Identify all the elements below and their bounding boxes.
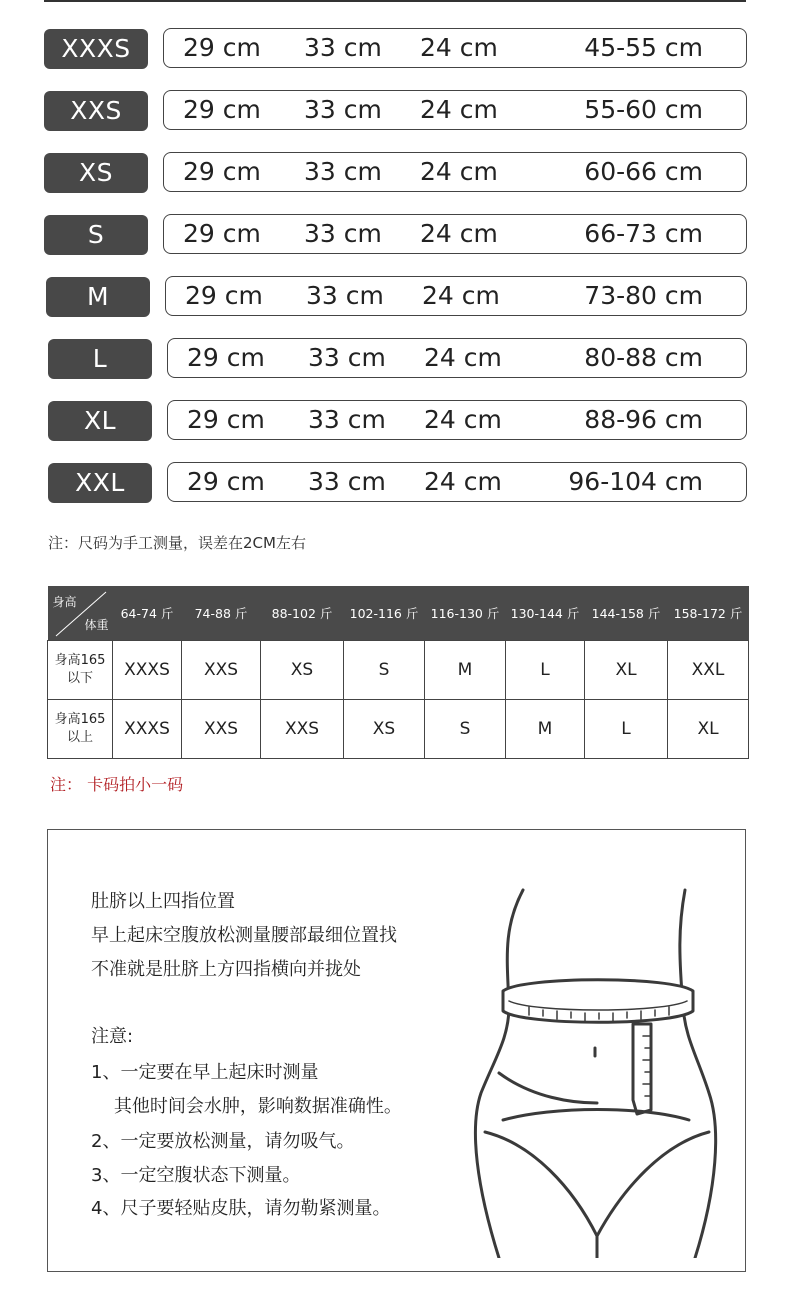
measurement-box [163, 90, 747, 130]
weight-column-header: 144-158 斤 [585, 586, 668, 641]
measurement-1: 29 cm [183, 157, 261, 186]
weight-column-header: 88-102 斤 [261, 586, 344, 641]
size-cell: XXXS [113, 641, 182, 700]
size-row [48, 462, 747, 504]
measurement-1: 29 cm [183, 33, 261, 62]
size-cell: XS [344, 700, 425, 759]
top-divider [44, 0, 746, 2]
guide-line: 其他时间会水肿，影响数据准确性。 [91, 1096, 402, 1117]
table-row [48, 700, 749, 759]
guide-line: 肚脐以上四指位置 [91, 891, 235, 912]
weight-column-header: 64-74 斤 [113, 586, 182, 641]
table-row [48, 641, 749, 700]
measurement-2: 33 cm [308, 467, 386, 496]
size-badge: XS [44, 153, 148, 193]
size-cell: L [585, 700, 668, 759]
waist-range: 73-80 cm [584, 281, 703, 310]
size-cell: S [344, 641, 425, 700]
waist-range: 45-55 cm [584, 33, 703, 62]
size-cell: S [425, 700, 506, 759]
weight-column-header: 158-172 斤 [668, 586, 749, 641]
height-row-label [48, 700, 113, 759]
size-badge: S [44, 215, 148, 255]
measurement-1: 29 cm [187, 467, 265, 496]
weight-column-header: 74-88 斤 [182, 586, 261, 641]
size-badge: XXL [48, 463, 152, 503]
size-cell: L [506, 641, 585, 700]
weight-column-header: 102-116 斤 [344, 586, 425, 641]
waist-range: 60-66 cm [584, 157, 703, 186]
measurement-2: 33 cm [304, 219, 382, 248]
size-cell: XL [668, 700, 749, 759]
size-cell: XXS [182, 700, 261, 759]
size-row [48, 400, 747, 442]
measurement-2: 33 cm [304, 157, 382, 186]
waist-range: 80-88 cm [584, 343, 703, 372]
measurement-3: 24 cm [422, 281, 500, 310]
waist-range: 66-73 cm [584, 219, 703, 248]
guide-line: 1、一定要在早上起床时测量 [91, 1062, 319, 1083]
measurement-2: 33 cm [304, 95, 382, 124]
waist-range: 55-60 cm [584, 95, 703, 124]
measurement-box [163, 152, 747, 192]
size-row [44, 214, 747, 256]
measurement-3: 24 cm [424, 467, 502, 496]
measurement-2: 33 cm [306, 281, 384, 310]
measurement-1: 29 cm [185, 281, 263, 310]
guide-line: 注意: [91, 1026, 134, 1047]
size-cell: XL [585, 641, 668, 700]
size-badge: XXS [44, 91, 148, 131]
size-cell: XXS [261, 700, 344, 759]
waist-range: 96-104 cm [568, 467, 703, 496]
size-badge: XXXS [44, 29, 148, 69]
measurement-box [167, 462, 747, 502]
size-advice-note: 注： 卡码拍小一码 [50, 775, 184, 794]
size-row [44, 152, 747, 194]
guide-line: 3、一定空腹状态下测量。 [91, 1165, 301, 1186]
size-row [44, 90, 747, 132]
measurement-3: 24 cm [420, 219, 498, 248]
size-recommendation-table [47, 586, 749, 759]
measurement-box [167, 338, 747, 378]
guide-line: 早上起床空腹放松测量腰部最细位置找 [91, 925, 397, 946]
corner-header [48, 586, 113, 641]
guide-line: 不准就是肚脐上方四指横向并拢处 [91, 959, 361, 980]
height-label-line2: 以上 [66, 730, 93, 745]
measurement-box [167, 400, 747, 440]
size-row [48, 338, 747, 380]
size-badge: XL [48, 401, 152, 441]
height-row-label [48, 641, 113, 700]
measurement-1: 29 cm [183, 219, 261, 248]
measurement-1: 29 cm [187, 405, 265, 434]
size-cell: M [506, 700, 585, 759]
measurement-box [163, 28, 747, 68]
measurement-2: 33 cm [308, 343, 386, 372]
corner-weight-label: 体重 [84, 618, 109, 632]
guide-line: 4、尺子要轻贴皮肤，请勿勒紧测量。 [91, 1198, 391, 1219]
measurement-3: 24 cm [424, 343, 502, 372]
guide-line: 2、一定要放松测量，请勿吸气。 [91, 1131, 355, 1152]
waist-range: 88-96 cm [584, 405, 703, 434]
size-row [44, 28, 747, 70]
measurement-box [165, 276, 747, 316]
height-label-line2: 以下 [66, 671, 93, 686]
size-row [46, 276, 747, 318]
size-cell: XXXS [113, 700, 182, 759]
measuring-guide-panel [47, 829, 746, 1272]
measurement-1: 29 cm [187, 343, 265, 372]
measurement-3: 24 cm [420, 33, 498, 62]
table-header-row [48, 586, 749, 641]
measurement-3: 24 cm [420, 157, 498, 186]
corner-height-label: 身高 [52, 595, 77, 609]
weight-column-header: 130-144 斤 [506, 586, 585, 641]
measurement-2: 33 cm [304, 33, 382, 62]
size-cell: XXS [182, 641, 261, 700]
measurement-box [163, 214, 747, 254]
size-cell: XS [261, 641, 344, 700]
measurement-3: 24 cm [420, 95, 498, 124]
measurement-2: 33 cm [308, 405, 386, 434]
size-badge: L [48, 339, 152, 379]
weight-column-header: 116-130 斤 [425, 586, 506, 641]
size-cell: XXL [668, 641, 749, 700]
size-badge: M [46, 277, 150, 317]
waist-measuring-icon [473, 888, 723, 1258]
measurement-note: 注：尺码为手工测量，误差在2CM左右 [48, 534, 306, 552]
measurement-3: 24 cm [424, 405, 502, 434]
height-label-line1: 身高165 [54, 653, 106, 668]
measurement-1: 29 cm [183, 95, 261, 124]
size-cell: M [425, 641, 506, 700]
height-label-line1: 身高165 [54, 712, 106, 727]
